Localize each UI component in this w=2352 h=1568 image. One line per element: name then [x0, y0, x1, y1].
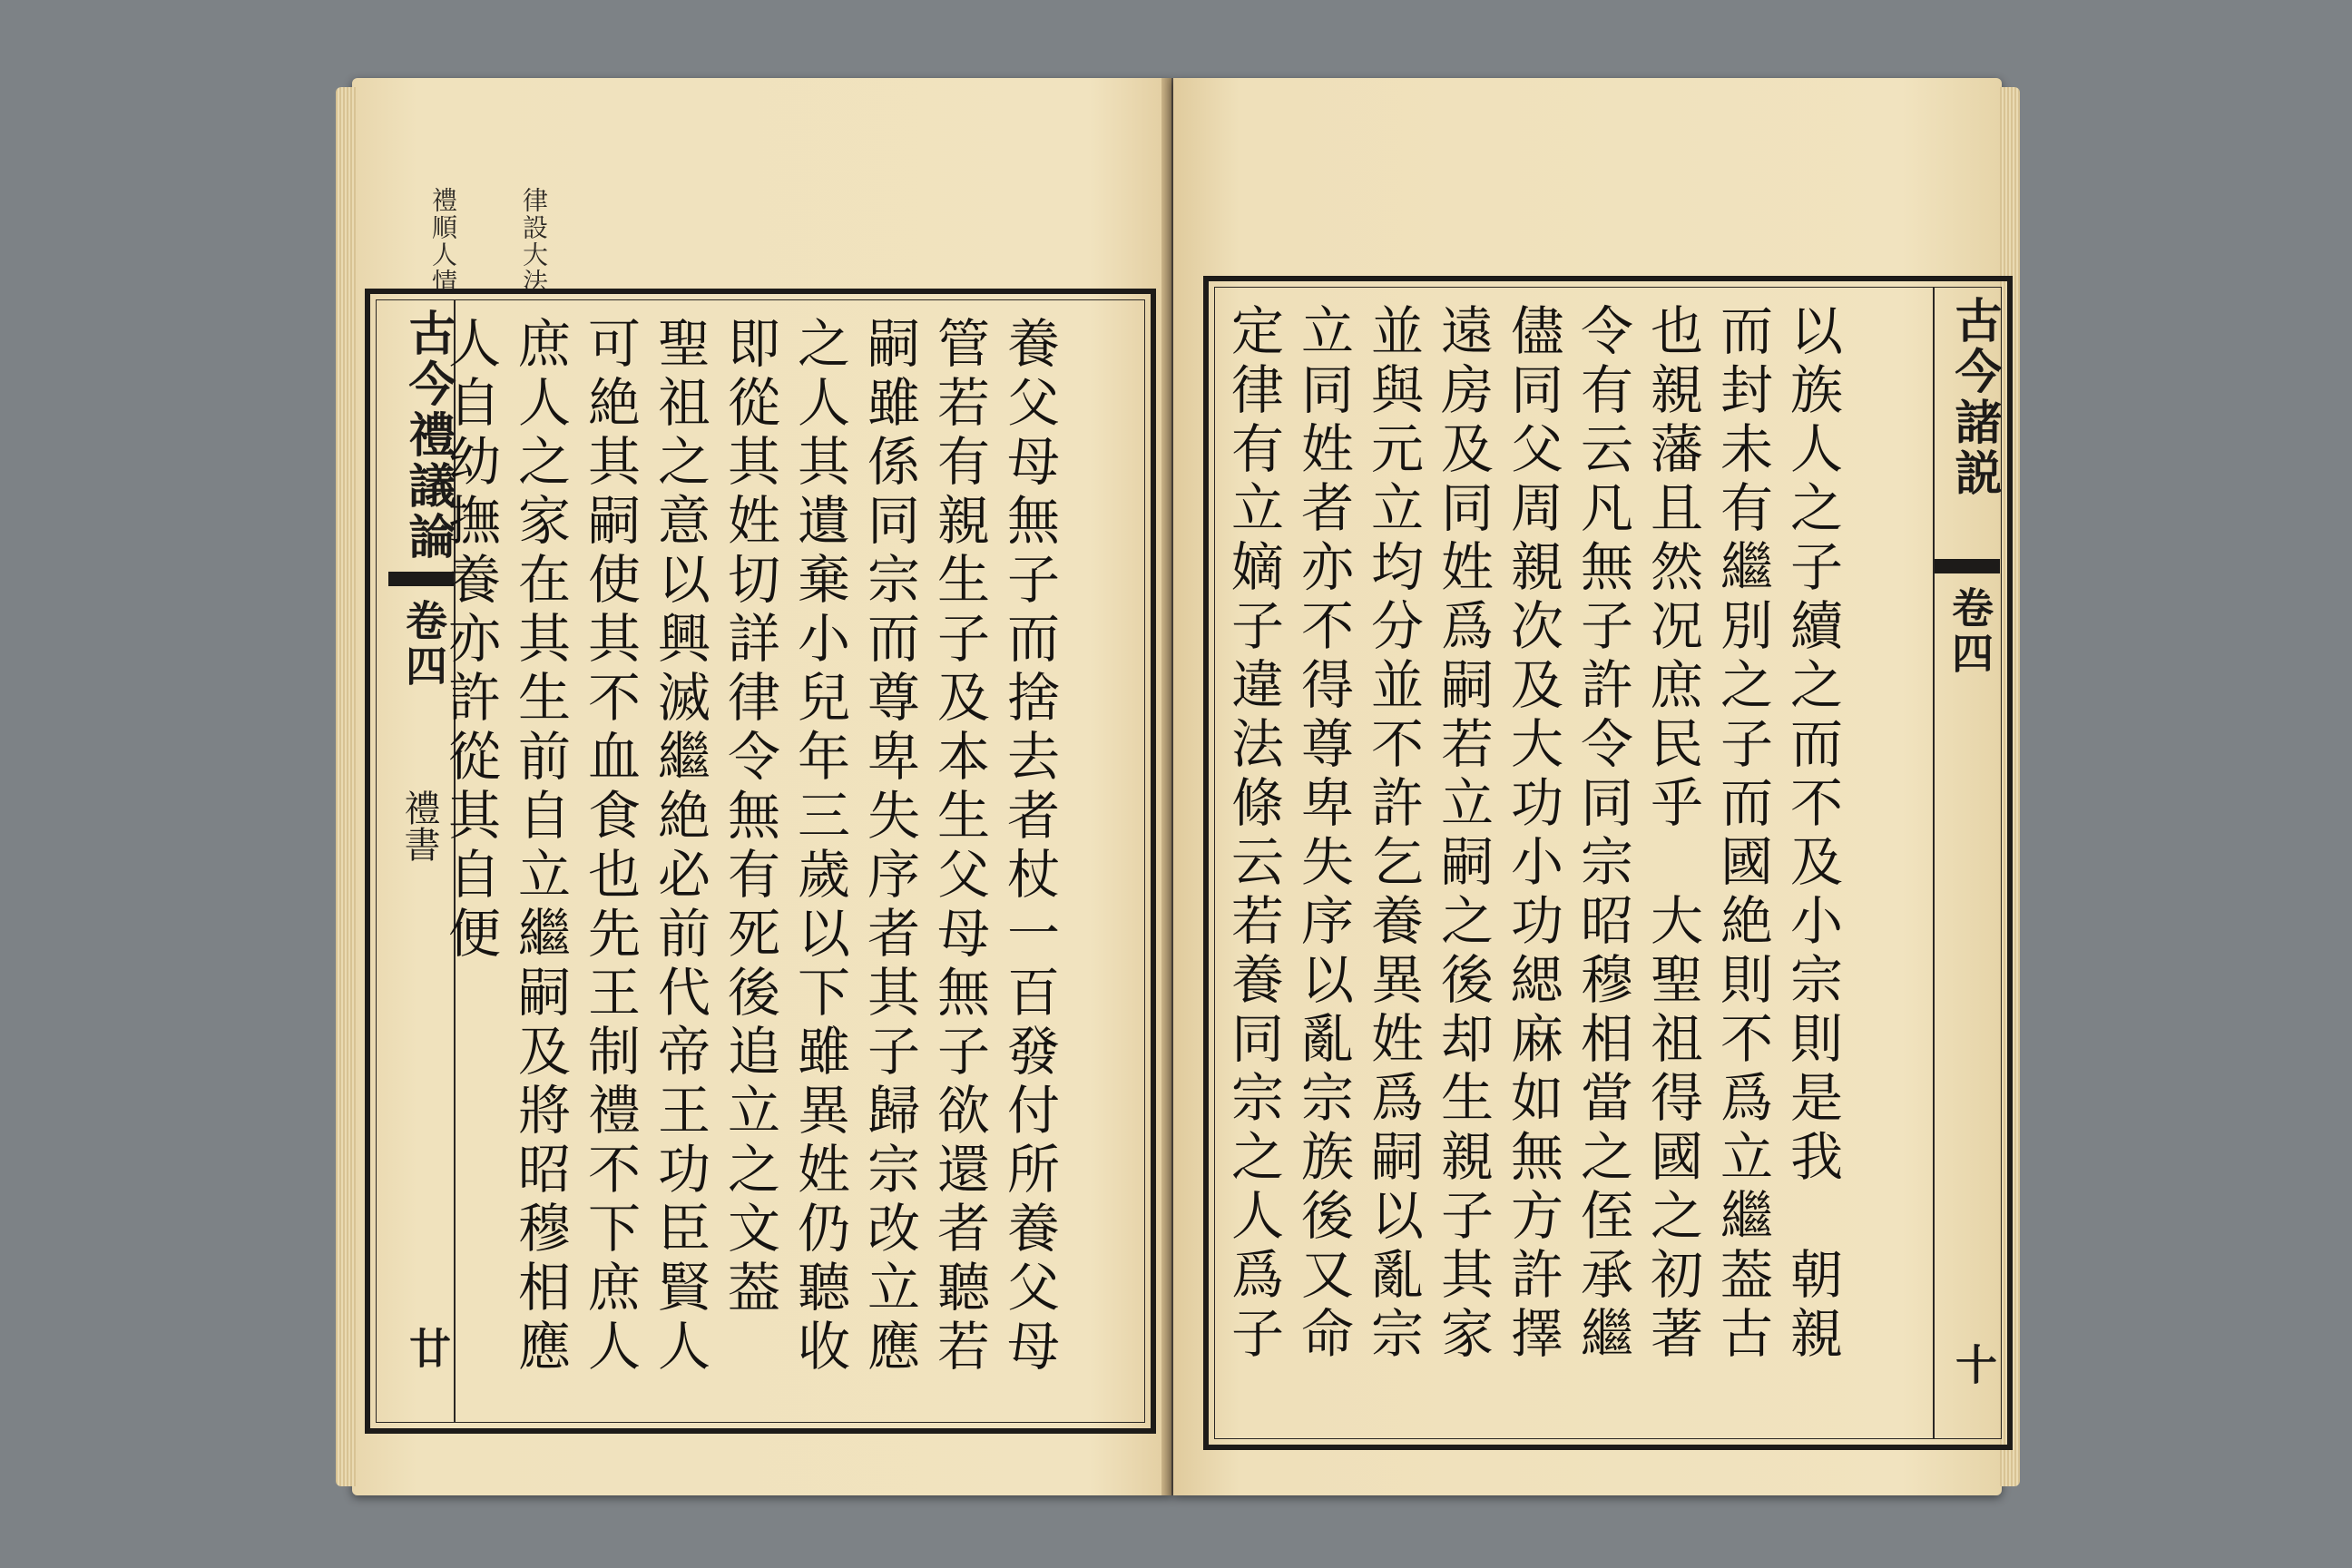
fishtail-mark [388, 572, 454, 586]
right-folio: 十 [1949, 1343, 1998, 1385]
right-spine-volume: 卷四 [1945, 586, 1994, 677]
text-column: 庶人之家在其生前自立繼嗣及將昭穆相應 [509, 316, 571, 1377]
right-text-columns [1218, 303, 1847, 1401]
text-column: 立同姓者亦不得尊卑失序以亂宗族後又命 [1292, 303, 1354, 1365]
left-page-edge [336, 87, 356, 1486]
left-text-columns [435, 316, 1063, 1414]
text-column: 儘同父周親次及大功小功緦麻如無方許擇 [1502, 303, 1563, 1365]
left-page [352, 78, 1171, 1495]
text-column: 聖祖之意以興滅繼絶必前代帝王功臣賢人 [649, 316, 710, 1377]
text-column: 即從其姓切詳律令無有死後追立之文葢 [719, 316, 780, 1318]
text-column: 也親藩且然况庶民乎 大聖祖得國之初著 [1642, 303, 1703, 1365]
text-column: 並與元立均分並不許乞養異姓爲嗣以亂宗 [1362, 303, 1424, 1365]
left-spine-sub: 禮書 [398, 789, 440, 862]
open-book [352, 78, 2002, 1495]
text-column: 可絶其嗣使其不血食也先王制禮不下庶人 [579, 316, 641, 1377]
text-column: 人自幼撫養亦許從其自便 [439, 316, 501, 965]
left-text-frame [365, 289, 1156, 1434]
right-text-frame [1203, 276, 2013, 1450]
fishtail-mark [1935, 559, 2000, 573]
left-spine-title: 古今禮議論 [400, 309, 456, 563]
text-column: 遠房及同姓爲嗣若立嗣之後却生親子其家 [1432, 303, 1494, 1365]
left-spine-volume: 卷四 [399, 599, 448, 690]
text-column: 令有云凡無子許令同宗昭穆相當之侄承繼 [1572, 303, 1633, 1365]
left-center-column [388, 299, 456, 1423]
margin-note: 律設大法 [519, 187, 549, 296]
text-column: 管若有親生子及本生父母無子欲還者聽若 [928, 316, 990, 1377]
margin-note: 禮順人情 [428, 187, 458, 296]
right-center-column [1933, 287, 2000, 1439]
text-column: 以族人之子續之而不及小宗則是我 朝親 [1781, 303, 1843, 1365]
text-column: 而封未有繼別之子而國絶則不爲立繼葢古 [1711, 303, 1773, 1365]
left-folio: 廿 [403, 1327, 452, 1368]
text-column: 養父母無子而捨去者杖一百發付所養父母 [998, 316, 1060, 1377]
margin-notes [425, 187, 552, 296]
text-column: 定律有立嫡子違法條云若養同宗之人爲子 [1222, 303, 1284, 1365]
right-spine-title: 古今諸説 [1946, 296, 2002, 499]
text-column: 嗣雖係同宗而尊卑失序者其子歸宗改立應 [858, 316, 920, 1377]
text-column: 之人其遺棄小兒年三歲以下雖異姓仍聽收 [789, 316, 850, 1377]
